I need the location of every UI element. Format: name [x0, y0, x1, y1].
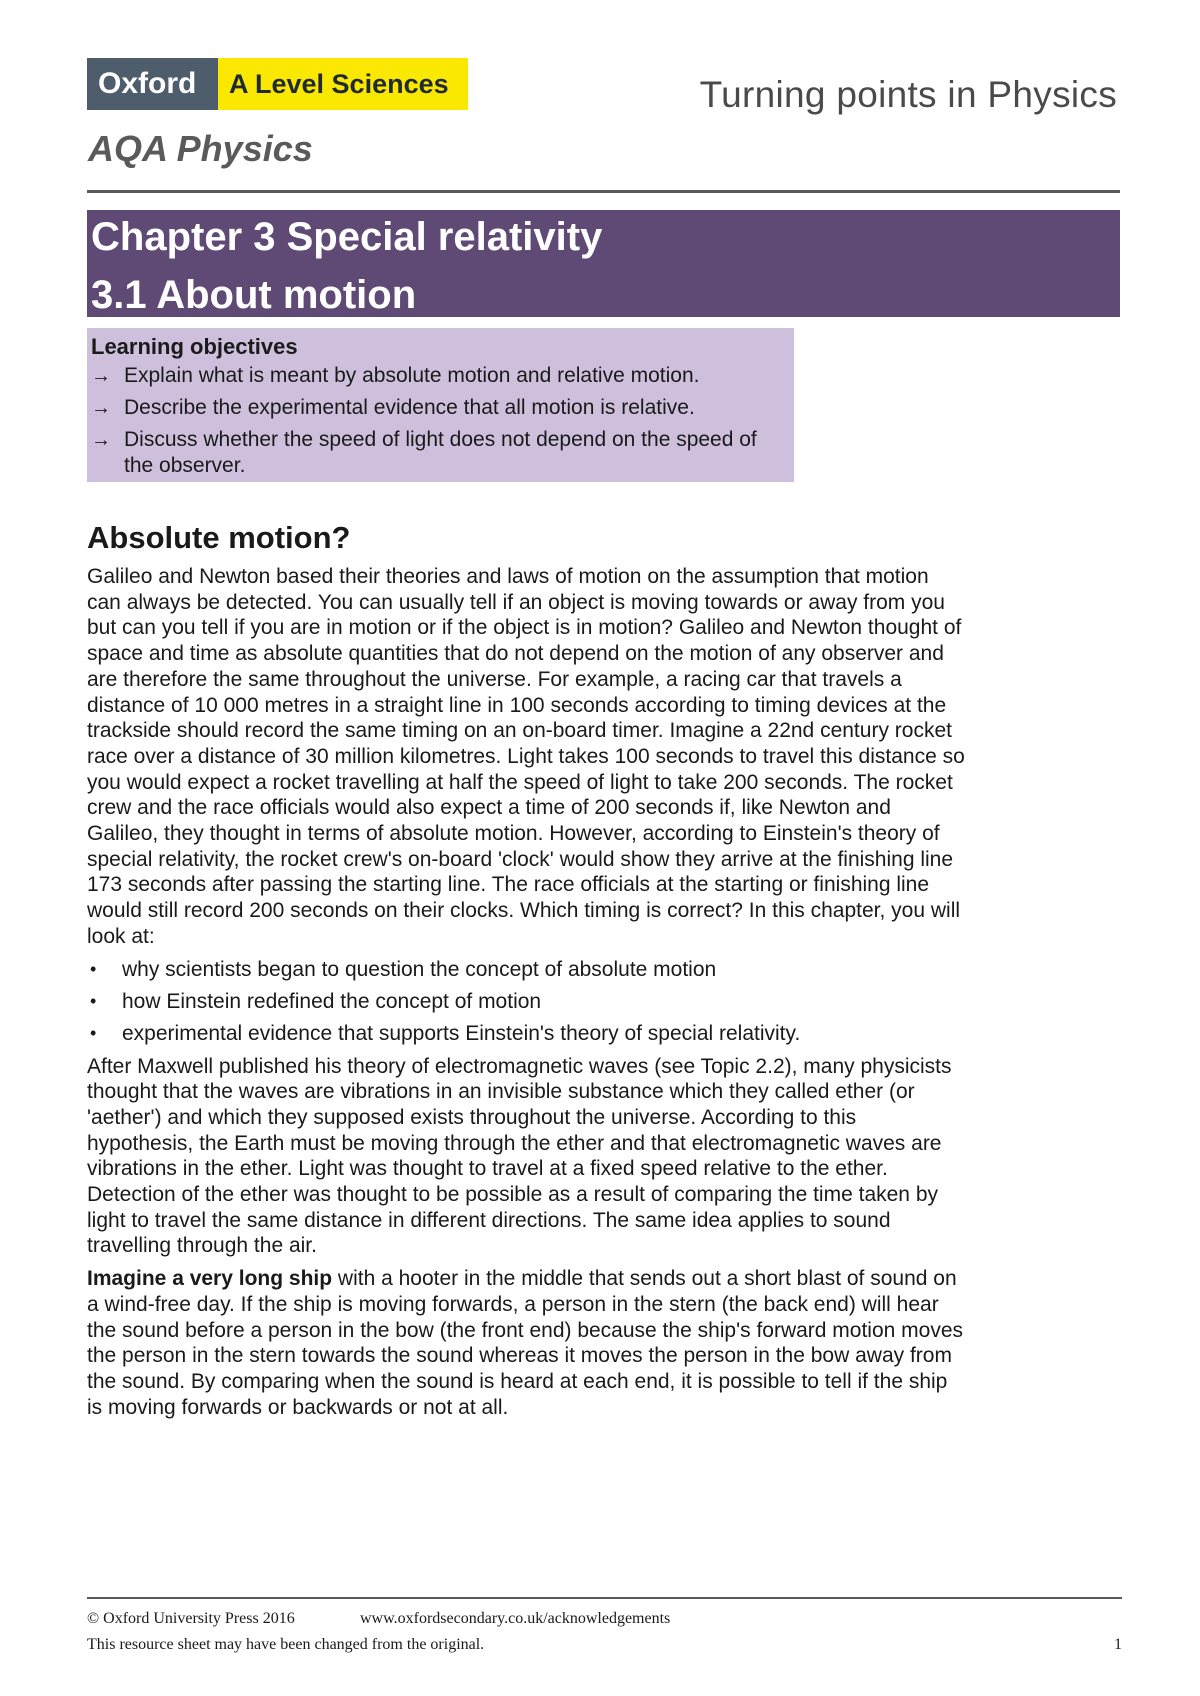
list-item-text: how Einstein redefined the concept of motion — [122, 989, 542, 1013]
objective-item — [91, 363, 790, 389]
section-title: 3.1 About motion — [91, 273, 417, 317]
paragraph-lead-bold: Imagine a very long ship — [87, 1267, 333, 1291]
logo-oxford-text: Oxford — [87, 58, 218, 110]
header-divider — [87, 190, 1120, 193]
footer-notice: This resource sheet may have been changed from the original. — [87, 1636, 485, 1653]
arrow-right-icon: → — [91, 365, 111, 387]
page-footer — [87, 1606, 1122, 1658]
bullet-list — [87, 957, 967, 1046]
page-number: 1 — [1114, 1636, 1122, 1653]
paragraph-intro: Galileo and Newton based their theories and laws of motion on the assumption that motion can always be detected. You can usually tell if an object is moving towards or away from you but can you tell if you are in motion or if the object is in motion? Galileo and Newton thought of space and time as absolute quantities that do not depend on the motion of any observer and are therefore the same throughout the universe. For example, a racing car that travels a distance of 10 000 metres in a straight line in 100 seconds according to timing devices at the trackside should record the same timing on an on-board timer. Imagine a 22nd century rocket race over a distance of 30 million kilometres. Light takes 100 seconds to travel this distance so you would expect a rocket travelling at half the speed of light to take 200 seconds. The rocket crew and the race officials would also expect a time of 200 seconds if, like Newton and Galileo, they thought in terms of absolute motion. However, according to Einstein's theory of special relativity, the rocket crew's on-board 'clock' would show they arrive at the finishing line 173 seconds after passing the starting line. The race officials at the starting or finishing line would still record 200 seconds on their clocks. Which timing is correct? In this chapter, you will look at: — [87, 565, 965, 948]
learning-objectives-box — [87, 328, 794, 482]
series-title: Turning points in Physics — [699, 74, 1117, 115]
subject-title: AQA Physics — [88, 128, 313, 169]
objective-text: Explain what is meant by absolute motion and relative motion. — [124, 364, 700, 387]
objective-text: Describe the experimental evidence that all motion is relative. — [124, 396, 695, 419]
objective-item — [91, 427, 790, 479]
chapter-banner — [87, 210, 1120, 317]
list-item — [87, 1021, 967, 1046]
list-item-text: why scientists began to question the concept of absolute motion — [122, 957, 717, 981]
objectives-heading: Learning objectives — [91, 334, 298, 359]
arrow-right-icon: → — [91, 429, 111, 451]
objective-text: Discuss whether the speed of light does not depend on the speed of the observer. — [124, 428, 757, 477]
bullet-icon: • — [90, 1022, 97, 1043]
chapter-title: Chapter 3 Special relativity — [91, 215, 603, 259]
footer-copyright: © Oxford University Press 2016 — [87, 1610, 295, 1627]
footer-divider — [87, 1597, 1122, 1599]
paragraph-ship-text: with a hooter in the middle that sends out a short blast of sound on a wind-free day. If the ship is moving forwards, a person in the stern (the back end) will hear the sound before a person in the bow (the front end) because the ship's forward motion moves the person in the stern towards the sound whereas it moves the person in the bow away from the sound. By comparing when the sound is heard at each end, it is possible to tell if the ship is moving forwards or backwards or not at all. — [87, 1267, 964, 1419]
main-content — [87, 518, 967, 1427]
section-heading: Absolute motion? — [87, 520, 351, 555]
paragraph-ship — [87, 1266, 967, 1420]
paragraph-ether: After Maxwell published his theory of electromagnetic waves (see Topic 2.2), many physicists thought that the waves are vibrations in an invisible substance which they called ether (or 'aether') and which they supposed exists throughout the universe. According to this hypothesis, the Earth must be moving through the ether and that electromagnetic waves are vibrations in the ether. Light was thought to travel at a fixed speed relative to the ether. Detection of the ether was thought to be possible as a result of comparing the time taken by light to travel the same distance in different directions. The same idea applies to sound travelling through the air. — [87, 1054, 952, 1258]
objective-item — [91, 395, 790, 421]
oxford-logo — [87, 58, 468, 110]
logo-alevel-text: A Level Sciences — [218, 58, 468, 110]
footer-url: www.oxfordsecondary.co.uk/acknowledgements — [360, 1610, 671, 1627]
arrow-right-icon: → — [91, 397, 111, 419]
list-item — [87, 989, 967, 1014]
bullet-icon: • — [90, 990, 97, 1011]
bullet-icon: • — [90, 958, 97, 979]
list-item-text: experimental evidence that supports Einstein's theory of special relativity. — [122, 1021, 801, 1045]
list-item — [87, 957, 967, 982]
